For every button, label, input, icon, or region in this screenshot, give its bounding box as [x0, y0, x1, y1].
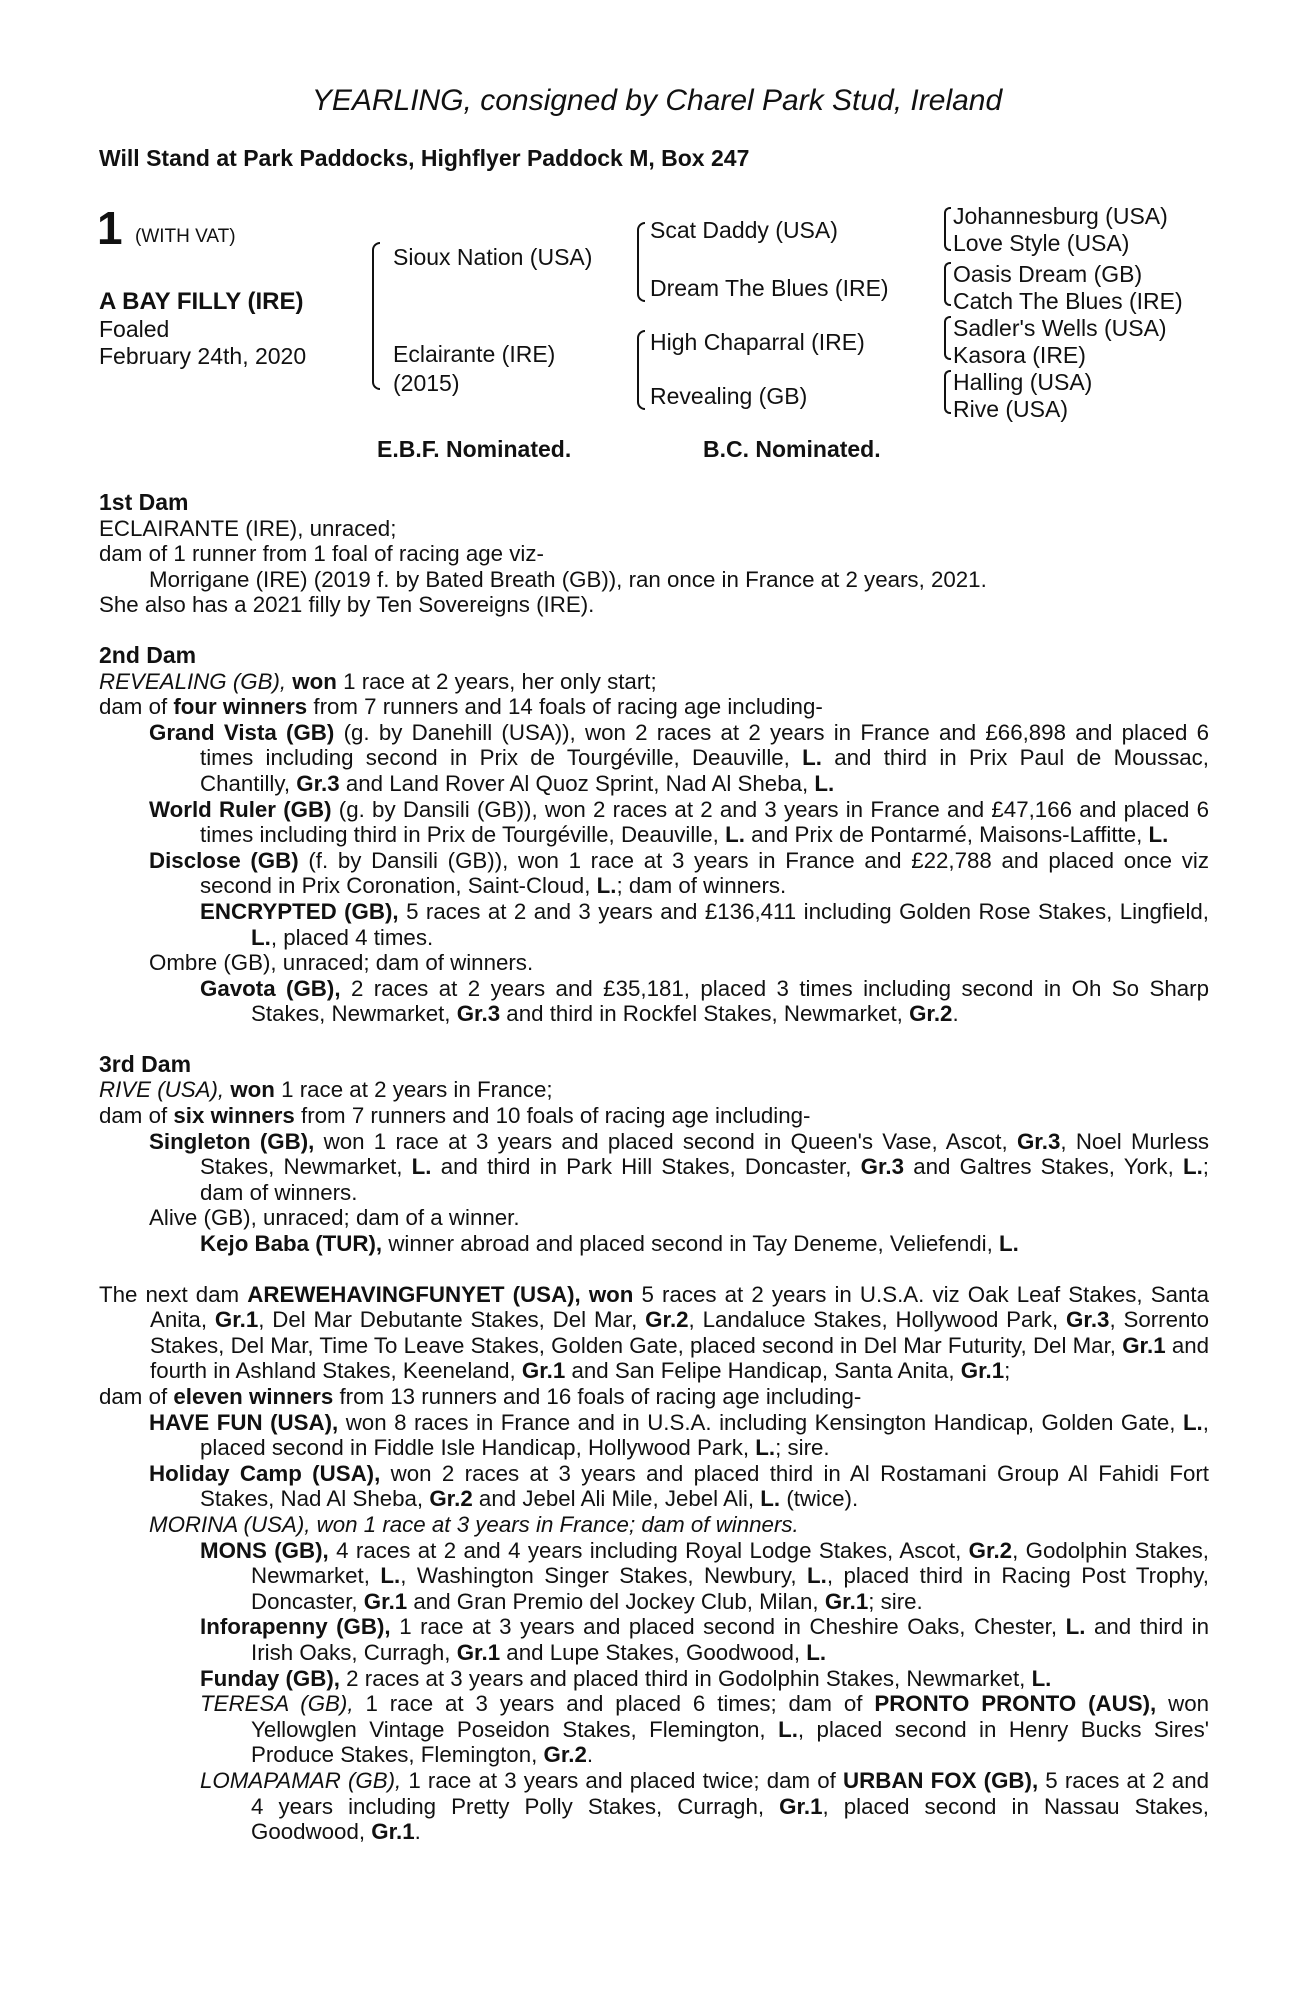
- third-dam-section: [99, 1052, 1209, 1257]
- foaled-label: Foaled: [99, 316, 170, 342]
- produce-entry: Morrigane (IRE) (2019 f. by Bated Breath (GB)), ran once in France at 2 years, 2021.: [149, 566, 987, 592]
- pedigree-brace-gg1: [944, 207, 951, 251]
- pedigree-gg: Sadler's Wells (USA): [953, 315, 1167, 341]
- pedigree-brace-sire: [637, 222, 645, 302]
- lot-number: 1: [97, 202, 123, 254]
- produce-entry: LOMAPAMAR (GB), 1 race at 3 years and placed twice; dam of URBAN FOX (GB), 5 races at 2 and 4 years including Pretty Polly Stakes, Curragh, Gr.1, placed second in Nassau Stakes, Goodwood, Gr.1.: [200, 1767, 1209, 1845]
- pedigree-gg: Oasis Dream (GB): [953, 261, 1143, 287]
- dam-intro: RIVE (USA), won 1 race at 2 years in France;: [99, 1077, 553, 1103]
- pedigree-brace-dam: [637, 330, 645, 410]
- first-dam-section: [99, 490, 1209, 618]
- produce-entry: Inforapenny (GB), 1 race at 3 years and placed second in Cheshire Oaks, Chester, L. and third in Irish Oaks, Curragh, Gr.1 and Lupe Stakes, Goodwood, L.: [200, 1614, 1209, 1665]
- pedigree-dam-year: (2015): [393, 370, 460, 396]
- dam-intro: The next dam AREWEHAVINGFUNYET (USA), won 5 races at 2 years in U.S.A. viz Oak Leaf Stakes, Santa Anita, Gr.1, Del Mar Debutante Stakes, Del Mar, Gr.2, Landaluce Stakes, Hollywood Park, Gr.3, Sorrento Stakes, Del Mar, Time To Leave Stakes, Golden Gate, placed second in Del Mar Futurity, Del Mar, Gr.1 and fourth in Ashland Stakes, Keeneland, Gr.1 and San Felipe Handicap, Santa Anita, Gr.1;: [99, 1281, 1210, 1384]
- section-heading: 2nd Dam: [99, 641, 197, 668]
- dam-of-line: dam of six winners from 7 runners and 10 foals of racing age including-: [99, 1103, 811, 1129]
- catalogue-body: [99, 490, 1209, 1870]
- produce-entry: Gavota (GB), 2 races at 2 years and £35,181, placed 3 times including second in Oh So Sharp Stakes, Newmarket, Gr.3 and third in Rockfel Stakes, Newmarket, Gr.2.: [200, 975, 1209, 1027]
- pedigree-sire-sire: Scat Daddy (USA): [650, 217, 838, 243]
- pedigree-sire: Sioux Nation (USA): [393, 244, 593, 270]
- dam-of-line: dam of eleven winners from 13 runners and 16 foals of racing age including-: [99, 1384, 862, 1409]
- stand-location: Will Stand at Park Paddocks, Highflyer Paddock M, Box 247: [99, 145, 750, 171]
- pedigree-sire-dam: Dream The Blues (IRE): [650, 275, 889, 301]
- ebf-nomination: E.B.F. Nominated.: [377, 436, 572, 462]
- foaled-date: February 24th, 2020: [99, 343, 307, 369]
- pedigree-dam: Eclairante (IRE): [393, 341, 556, 367]
- produce-entry: World Ruler (GB) (g. by Dansili (GB)), won 2 races at 2 and 3 years in France and £47,166 and placed 6 times including third in Prix de Tourgéville, Deauville, L. and Prix de Pontarmé, Maisons-Laffitte, L.: [149, 796, 1210, 848]
- produce-entry: TERESA (GB), 1 race at 3 years and placed 6 times; dam of PRONTO PRONTO (AUS), won Yellowglen Vintage Poseidon Stakes, Flemington, L., placed second in Henry Bucks Sires' Produce Stakes, Flemington, Gr.2.: [200, 1691, 1210, 1768]
- pedigree-dam-dam: Revealing (GB): [650, 383, 808, 409]
- produce-entry: Grand Vista (GB) (g. by Danehill (USA)), won 2 races at 2 years in France and £66,898 and placed 6 times including second in Prix de Tourgéville, Deauville, L. and third in Prix Paul de Moussac, Chantilly, Gr.3 and Land Rover Al Quoz Sprint, Nad Al Sheba, L.: [149, 719, 1210, 796]
- produce-entry: ENCRYPTED (GB), 5 races at 2 and 3 years and £136,411 including Golden Rose Stakes, Lingfield, L., placed 4 times.: [200, 898, 1209, 950]
- produce-entry: Funday (GB), 2 races at 3 years and placed third in Godolphin Stakes, Newmarket, L.: [200, 1665, 1052, 1691]
- dam-line: She also has a 2021 filly by Ten Sovereigns (IRE).: [99, 592, 595, 618]
- dam-line: dam of 1 runner from 1 foal of racing age viz-: [99, 541, 544, 567]
- produce-entry: Ombre (GB), unraced; dam of winners.: [149, 950, 534, 976]
- section-heading: 1st Dam: [99, 489, 189, 515]
- pedigree-brace-gg4: [944, 370, 951, 414]
- pedigree-brace-main: [372, 242, 380, 390]
- section-heading: 3rd Dam: [99, 1050, 192, 1077]
- dam-intro: REVEALING (GB), won 1 race at 2 years, her only start;: [99, 668, 657, 694]
- produce-entry: HAVE FUN (USA), won 8 races in France and in U.S.A. including Kensington Handicap, Golden Gate, L., placed second in Fiddle Isle Handicap, Hollywood Park, L.; sire.: [149, 1409, 1209, 1461]
- pedigree-gg: Love Style (USA): [953, 230, 1130, 256]
- pedigree-gg: Catch The Blues (IRE): [953, 288, 1183, 314]
- dam-line: ECLAIRANTE (IRE), unraced;: [99, 515, 397, 541]
- produce-entry: MONS (GB), 4 races at 2 and 4 years including Royal Lodge Stakes, Ascot, Gr.2, Godolphin Stakes, Newmarket, L., Washington Singer Stakes, Newbury, L., placed third in Racing Post Trophy, Doncaster, Gr.1 and Gran Premio del Jockey Club, Milan, Gr.1; sire.: [200, 1537, 1210, 1614]
- pedigree-gg: Johannesburg (USA): [953, 203, 1168, 229]
- bc-nomination: B.C. Nominated.: [703, 436, 881, 462]
- produce-entry: Holiday Camp (USA), won 2 races at 3 years and placed third in Al Rostamani Group Al Fahidi Fort Stakes, Nad Al Sheba, Gr.2 and Jebel Ali Mile, Jebel Ali, L. (twice).: [149, 1460, 1209, 1512]
- produce-entry: Alive (GB), unraced; dam of a winner.: [149, 1205, 520, 1231]
- pedigree-brace-gg3: [944, 316, 951, 360]
- pedigree-brace-gg2: [944, 262, 951, 306]
- vat-label: (WITH VAT): [135, 226, 236, 247]
- dam-of-line: dam of four winners from 7 runners and 14 foals of racing age including-: [99, 694, 823, 720]
- page-title: YEARLING, consigned by Charel Park Stud, Ireland: [311, 84, 1003, 117]
- pedigree-dam-sire: High Chaparral (IRE): [650, 329, 865, 355]
- next-dam-section: [99, 1282, 1209, 1845]
- pedigree-gg: Kasora (IRE): [953, 342, 1086, 368]
- produce-entry: MORINA (USA), won 1 race at 3 years in France; dam of winners.: [149, 1511, 799, 1537]
- produce-entry: Disclose (GB) (f. by Dansili (GB)), won 1 race at 3 years in France and £22,788 and placed once viz second in Prix Coronation, Saint-Cloud, L.; dam of winners.: [149, 847, 1209, 899]
- produce-entry: Kejo Baba (TUR), winner abroad and placed second in Tay Deneme, Veliefendi, L.: [200, 1231, 1019, 1257]
- pedigree-gg: Halling (USA): [953, 369, 1093, 395]
- second-dam-section: [99, 643, 1209, 1027]
- produce-entry: Singleton (GB), won 1 race at 3 years and placed second in Queen's Vase, Ascot, Gr.3, Noel Murless Stakes, Newmarket, L. and third in Park Hill Stakes, Doncaster, Gr.3 and Galtres Stakes, York, L.; dam of winners.: [149, 1128, 1209, 1205]
- horse-name: A BAY FILLY (IRE): [99, 288, 304, 315]
- pedigree-gg: Rive (USA): [953, 396, 1069, 422]
- foaled-info: [99, 316, 359, 370]
